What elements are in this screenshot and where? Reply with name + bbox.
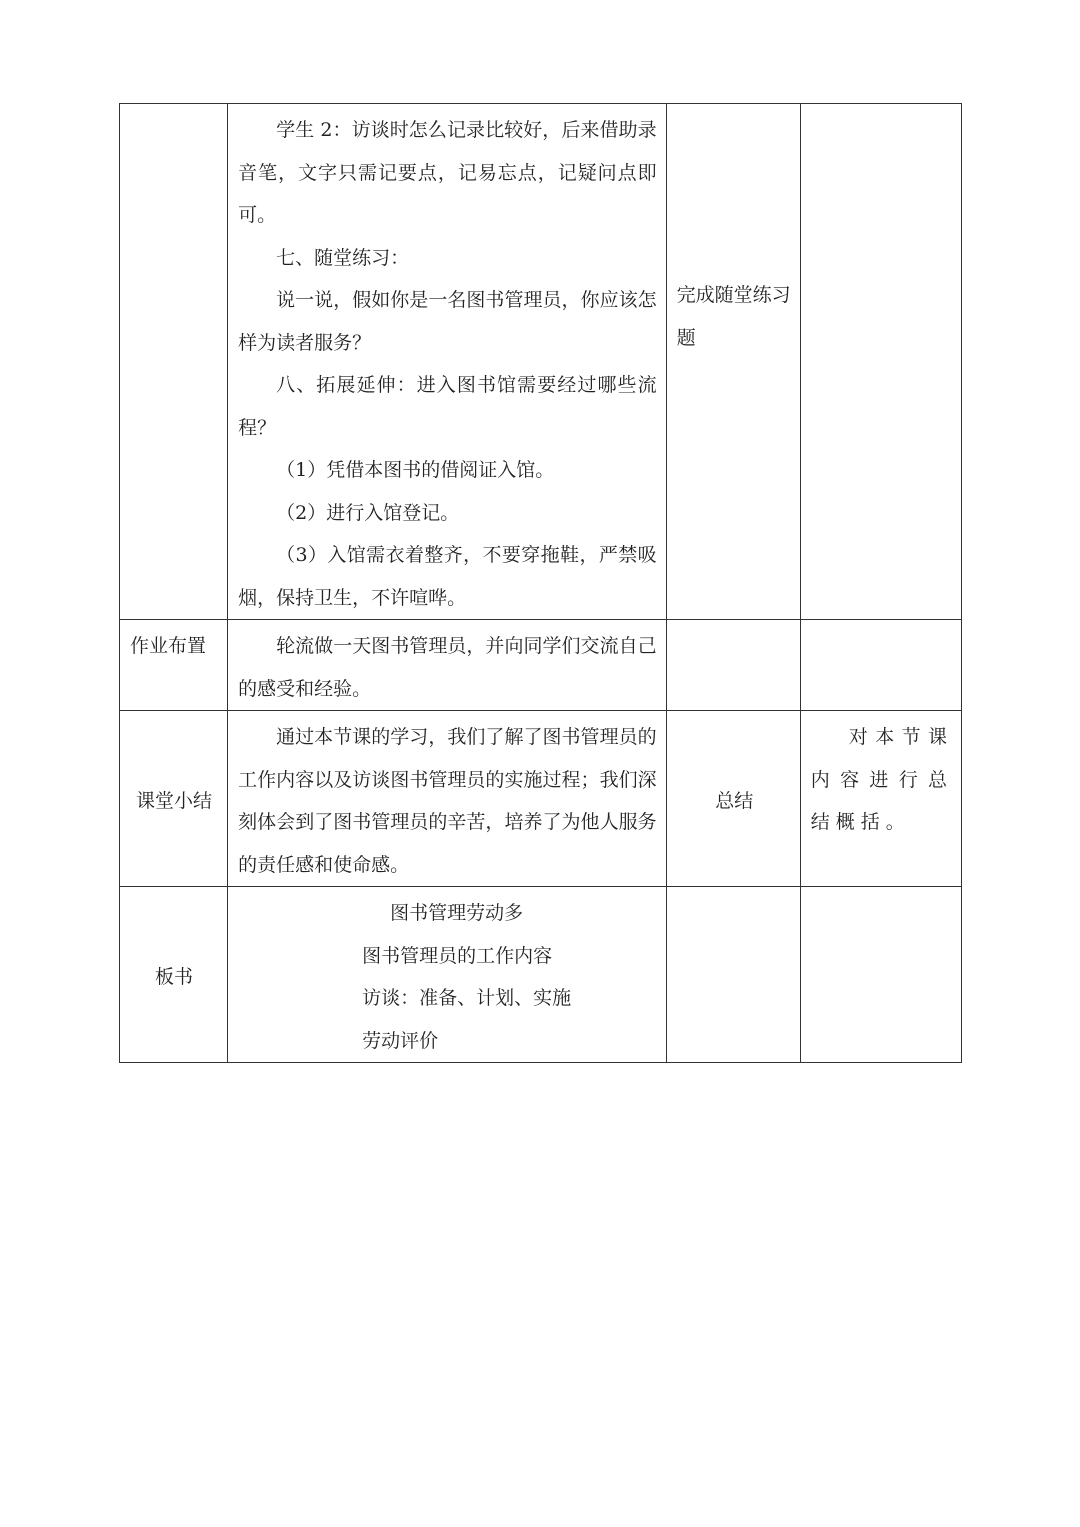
process-design-intent-cell — [800, 104, 961, 620]
lesson-plan-table — [119, 103, 962, 1063]
homework-label-cell — [120, 620, 228, 711]
homework-label: 作业布置 — [130, 635, 207, 657]
step-2: （2）进行入馆登记。 — [276, 501, 460, 524]
table-row-summary — [120, 711, 962, 887]
process-content-cell — [228, 104, 667, 620]
step-1: （1）凭借本图书的借阅证入馆。 — [276, 459, 555, 481]
homework-content: 轮流做一天图书管理员，并向同学们交流自己的感受和经验。 — [238, 635, 657, 700]
process-student-activity: 完成随堂练习题 — [676, 284, 791, 349]
board-label: 板书 — [155, 965, 194, 988]
board-line-3: 劳动评价 — [362, 1029, 439, 1052]
summary-design-intent: 对本节课内容进行总结概括。 — [810, 726, 953, 833]
process-student-activity-cell — [666, 104, 800, 620]
summary-design-intent-cell — [800, 711, 961, 887]
board-line-1: 图书管理员的工作内容 — [362, 944, 553, 967]
summary-student-activity-cell — [666, 711, 800, 887]
table-row-process — [120, 104, 962, 620]
summary-label-cell — [120, 711, 228, 887]
practice-heading: 七、随堂练习： — [276, 246, 410, 269]
homework-design-intent-cell — [800, 620, 961, 711]
board-content-cell — [228, 887, 667, 1063]
step-3: （3）入馆需衣着整齐，不要穿拖鞋，严禁吸烟，保持卫生，不许喧哗。 — [238, 544, 657, 609]
practice-question: 说一说，假如你是一名图书管理员，你应该怎样为读者服务？ — [238, 289, 657, 354]
board-title: 图书管理劳动多 — [390, 902, 524, 924]
table-row-board — [120, 887, 962, 1063]
student2-paragraph: 学生 2：访谈时怎么记录比较好，后来借助录音笔，文字只需记要点，记易忘点，记疑问点即可。 — [238, 119, 657, 226]
board-student-activity-cell — [666, 887, 800, 1063]
extension-heading: 八、拓展延伸：进入图书馆需要经过哪些流程？ — [238, 374, 657, 439]
summary-content-cell — [228, 711, 667, 887]
summary-content: 通过本节课的学习，我们了解了图书管理员的工作内容以及访谈图书管理员的实施过程；我们深刻体会到了图书管理员的辛苦，培养了为他人服务的责任感和使命感。 — [238, 726, 657, 876]
board-label-cell — [120, 887, 228, 1063]
homework-content-cell — [228, 620, 667, 711]
board-line-2: 访谈：准备、计划、实施 — [362, 987, 572, 1009]
board-design-intent-cell — [800, 887, 961, 1063]
homework-student-activity-cell — [666, 620, 800, 711]
summary-student-activity: 总结 — [715, 789, 754, 812]
summary-label: 课堂小结 — [136, 789, 213, 812]
process-label-cell — [120, 104, 228, 620]
table-row-homework — [120, 620, 962, 711]
